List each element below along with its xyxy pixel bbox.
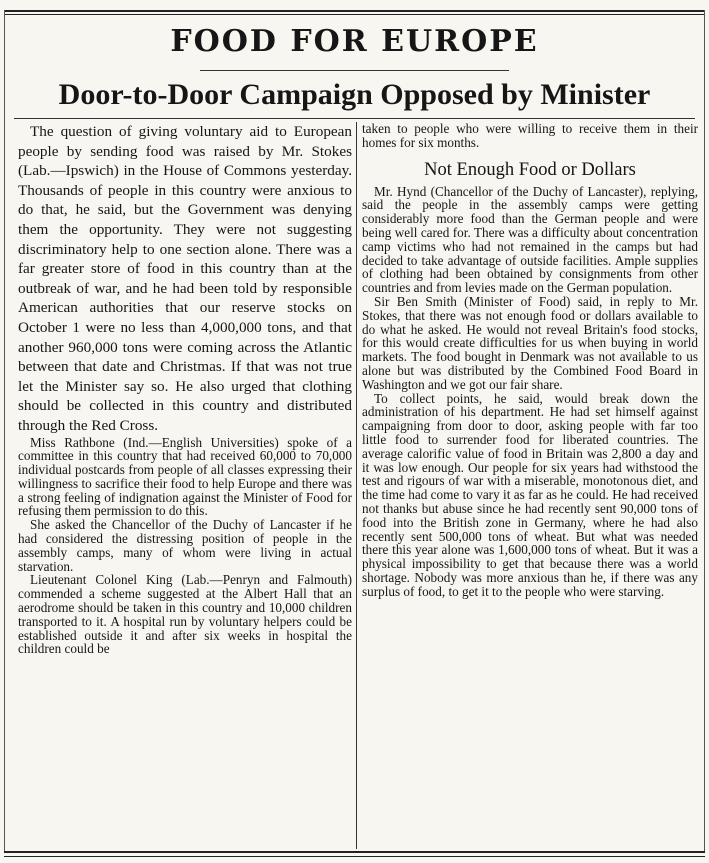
article-paragraph: Sir Ben Smith (Minister of Food) said, in reply to Mr. Stokes, that there was not enough food or dollars available to do what he asked. He would not reveal Britain's food stocks, for this would create difficulties for us when buying in world markets. The food bought in Denmark was not available to us alone but was distributed by the Combined Food Board in Washington and we got our fair share.: [362, 293, 698, 392]
headline-divider: [200, 70, 509, 71]
headline: FOOD FOR EUROPE: [170, 24, 539, 59]
top-border-rule-inner: [4, 14, 705, 15]
continuation-paragraph: taken to people who were willing to receive them in their homes for six months.: [362, 122, 698, 150]
left-column: [18, 122, 352, 849]
left-border-rule: [4, 10, 5, 851]
article-paragraph: She asked the Chancellor of the Duchy of Lancaster if he had considered the distressing position of people in the assembly camps, many of whom were living in actual starvation.: [18, 517, 352, 574]
section-subhead: Not Enough Food or Dollars: [424, 159, 636, 180]
lead-paragraph: The question of giving voluntary aid to European people by sending food was raised by Mr. Stokes (Lab.—Ipswich) in the House of Commons yesterday. Thousands of people in this country were anxious to do that, he said, but the Government was denying them the opportunity. They were not suggesting discriminatory help to one section alone. There was a far greater store of food in this country than at the outbreak of war, and he had been told by responsible American authorities that our reserve stocks on October 1 were no less than 4,000,000 tons, and that another 960,000 tons were coming across the Atlantic between that date and Christmas. If that was not true let the Minister say so. He also urged that clothing should be collected in this country and distributed through the Red Cross.: [18, 123, 352, 434]
article-paragraph: To collect points, he said, would break down the administration of his department. He had set himself against campaigning from door to door, asking people with far too little food to surrender food for liberated countries. The average calorific value of food in Britain was 2,800 a day and it was low enough. Our people for six years had withstood the test and rigours of war with a miserable, monotonous diet, and the time had come to vary it as far as he could. He had received not thanks but abuse since he had recently sent 90,000 tons of food into the British zone in Germany, where he had also recently sent 500,000 tons of wheat. But what was needed there this year alone was 1,600,000 tons of wheat. But it was a physical impossibility to get that because there was a world shortage. Nobody was more anxious than he, if there was any surplus of food, to get it to the people who were starving.: [362, 390, 698, 599]
deck-divider: [14, 118, 695, 119]
right-border-rule: [704, 10, 705, 851]
right-column: [362, 122, 698, 849]
deck-subheadline: Door-to-Door Campaign Opposed by Minister: [58, 78, 651, 111]
bottom-border-rule: [4, 851, 705, 853]
article-paragraph: Mr. Hynd (Chancellor of the Duchy of Lancaster), replying, said the people in the assembly camps were getting considerably more food than the German people and were being well cared for. There was a difficulty about concentration camp victims who had not remained in the camps but had decided to take advantage of outside facilities. Ample supplies of clothing had been obtained by consignments from other countries and from levies made on the German population.: [362, 183, 698, 296]
bottom-border-rule-inner: [4, 856, 705, 857]
column-divider: [356, 122, 357, 849]
article-paragraph: Miss Rathbone (Ind.—English Universities) spoke of a committee in this country that had received 60,000 to 70,000 individual postcards from people of all classes expressing their willingness to sacrifice their food to help Europe and there was a strong feeling of indignation against the Minister of Food for refusing them permission to do this.: [18, 434, 352, 519]
top-border-rule: [4, 10, 705, 12]
article-paragraph: Lieutenant Colonel King (Lab.—Penryn and Falmouth) commended a scheme suggested at the Albert Hall that an aerodrome should be taken in this country and 10,000 children transported to it. A hospital run by voluntary helpers could be established outside it and after six weeks in hospital the children could be: [18, 572, 352, 657]
